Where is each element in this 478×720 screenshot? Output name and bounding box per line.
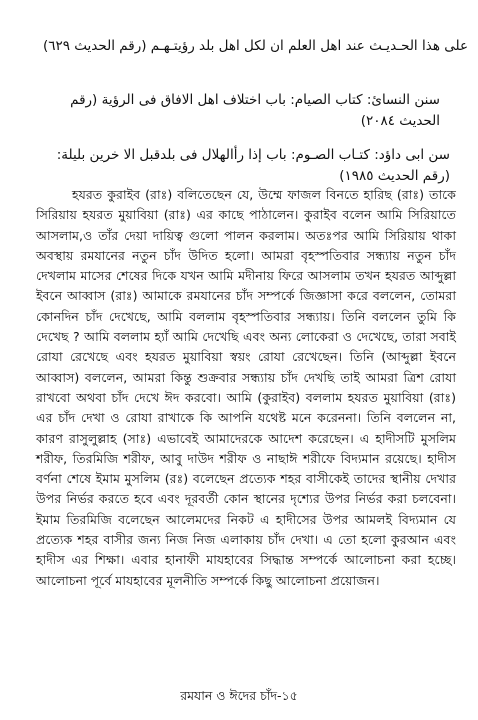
nasai-reference: سنن النسائ: كتاب الصيام: باب اختلاف اهل الافاق فی الرؤية (رقم الحديث ٢٠٨٤) [70, 92, 440, 129]
abu-dawud-reference: سن ابی داؤد: كتـاب الصـوم: باب إذا رأالهلال فی بلدقبل الا خرين بليلة: (رقم الحديث ١٩٨٥) [56, 147, 450, 184]
tirmidhi-reference: علی هذا الحـديـث عند اهل العلم ان لكل اهل بلد رؤيتـهـم (رقم الحديث ٦٢٩) [42, 38, 468, 54]
hadith-body-paragraph [36, 185, 456, 591]
body-text: হযরত কুরাইব (রাঃ) বলিতেছেন যে, উম্মে ফাজল বিনতে হারিছ (রাঃ) তাকে সিরিয়ায় হযরত মুয়াবিয়া (রাঃ) এর কাছে পাঠালেন। কুরাইব বলেন আমি সিরিয়াতে আসলাম,ও তাঁর দেয়া দায়িত্ব গুলো পালন করলাম। অতঃপর আমি সিরিয়ায় থাকা অবস্থায় রমযানের নতুন চাঁদ উদিত হলো। আমরা বৃহস্পতিবার সন্ধ্যায় নতুন চাঁদ দেখলাম মাসের শেষের দিকে যখন আমি মদীনায় ফিরে আসলাম তখন হযরত আব্দুল্লা ইবনে আব্বাস (রাঃ) আমাকে রমযানের চাঁদ সম্পর্কে জিজ্ঞাসা করে বললেন, তোমরা কোনদিন চাঁদ দেখেছে, আমি বললাম বৃহস্পতিবার সন্ধ্যায়। তিনি বললেন তুমি কি দেখেছ ? আমি বললাম হ্যাঁ আমি দেখেছি এবং অন্য লোকেরা ও দেখেছে, তারা সবাই রোযা রেখেছে এবং হযরত মুয়াবিয়া স্বয়ং রোযা রেখেছেন। তিনি (আব্দুল্লা ইবনে আব্বাস) বললেন, আমরা কিন্তু শুক্রবার সন্ধ্যায় চাঁদ দেখছি তাই আমরা ত্রিশ রোযা রাখবো অথবা চাঁদ দেখে ঈদ করবো। আমি (কুরাইব) বললাম হযরত মুয়াবিয়া (রাঃ) এর চাঁদ দেখা ও রোযা রাখাকে কি আপনি যথেষ্ট মনে করেননা। তিনি বললেন না, কারণ রাসুলুল্লাহ (সাঃ) এভাবেই আমাদেরকে আদেশ করেছেন। এ হাদীসটি মুসলিম শরীফ, তিরমিজি শরীফ, আবু দাউদ শরীফ ও নাছাঈ শরীফে বিদ্যমান রয়েছে। হাদীস বর্ণনা শেষে ইমাম মুসলিম (রঃ) বলেছেন প্রত্যেক শহর বাসীকেই তাদের স্থানীয় দেখার উপর নির্ভর করতে হবে এবং দূরবর্তী কোন স্থানের দৃশ্যের উপর নির্ভর করা চলবেনা। ইমাম তিরমিজি বলেছেন আলেমদের নিকট এ হাদীসের উপর আমলই বিদ্যমান যে প্রত্যেক শহর বাসীর জন্য নিজ নিজ এলাকায় চাঁদ দেখা। এ তো হলো কুরআন এবং হাদীস এর শিক্ষা। এবার হানাফী মাযহাবের সিদ্ধান্ত সম্পর্কে আলোচনা করা হচ্ছে। আলোচনা পূর্বে মাযহাবের মূলনীতি সম্পর্কে কিছু আলোচনা প্রয়োজন। [36, 187, 456, 588]
page-footer: রমযান ও ঈদের চাঁদ-১৫ [180, 688, 298, 703]
